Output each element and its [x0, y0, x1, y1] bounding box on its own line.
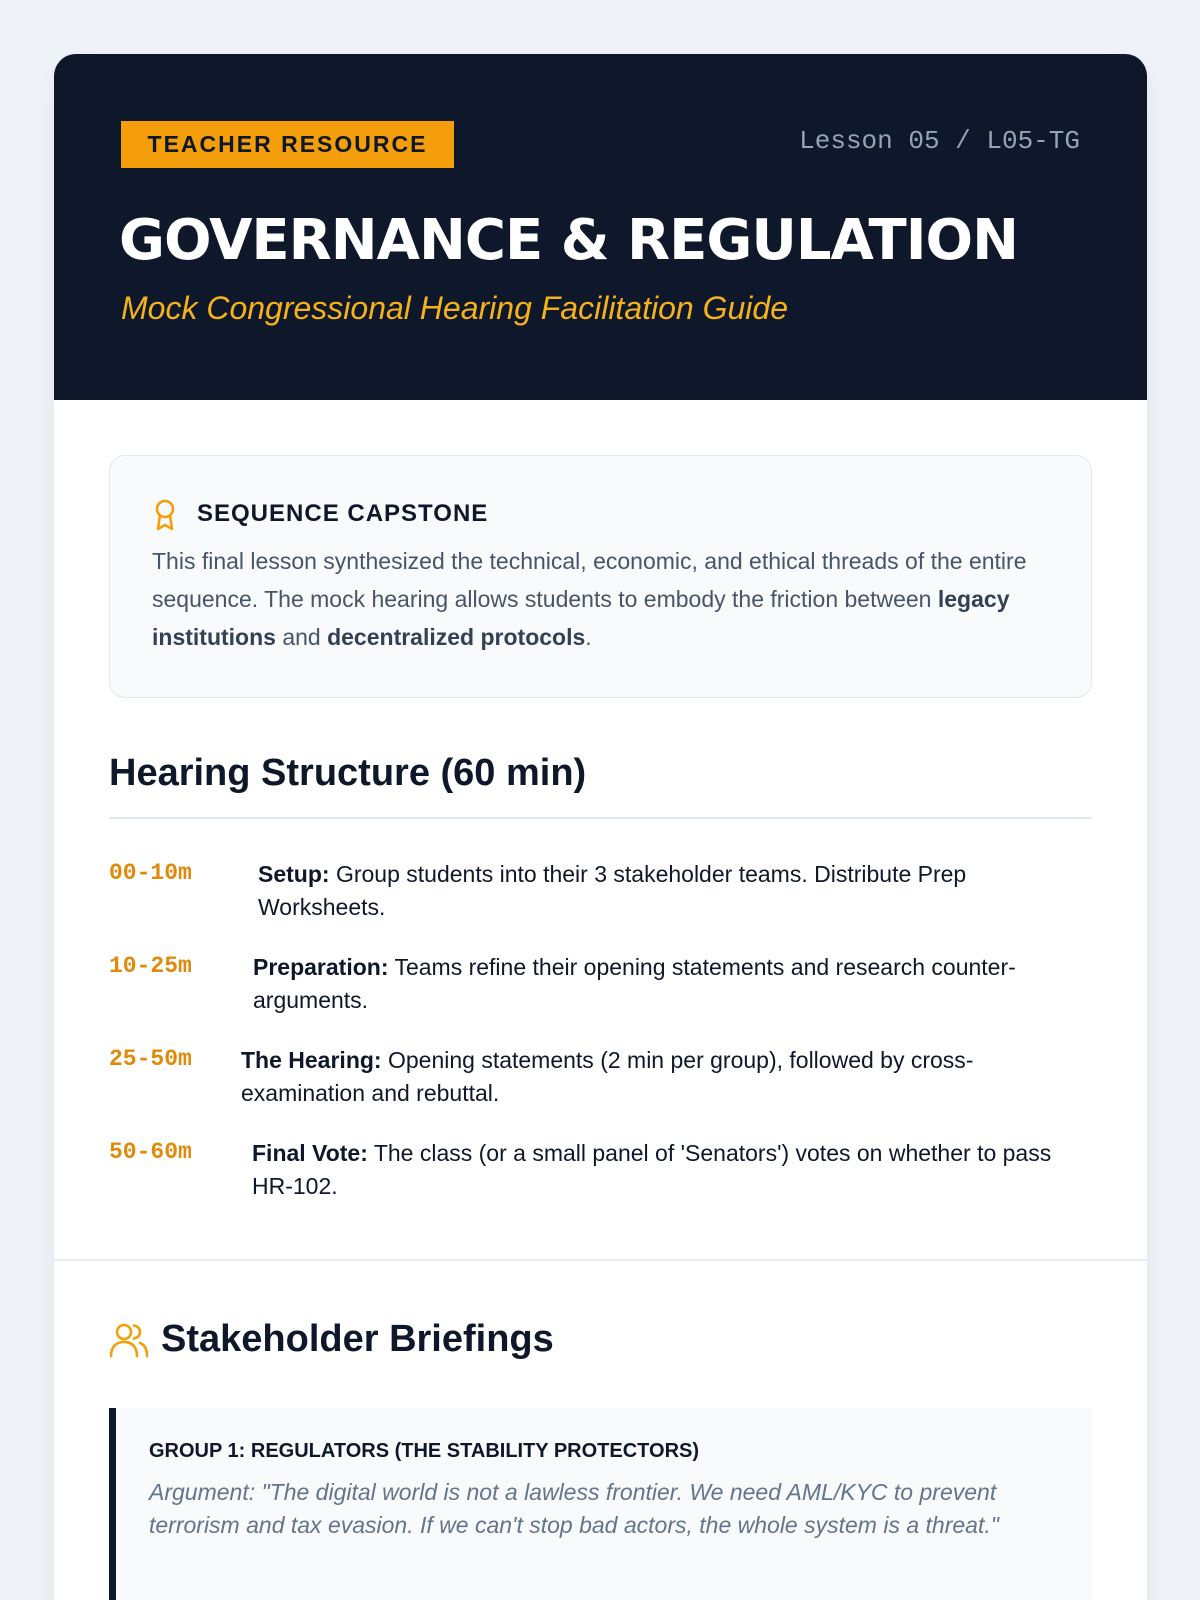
timeline-text: Setup: Group students into their 3 stakeholder teams. Distribute Prep Worksheets. [258, 861, 967, 920]
timeline-time: 50-60m [109, 1139, 192, 1165]
timeline-row [109, 860, 1092, 940]
timeline-row [109, 1046, 1092, 1126]
section-divider [109, 817, 1092, 819]
timeline-text: Preparation: Teams refine their opening statements and research counter-arguments. [253, 954, 1016, 1013]
page-subtitle: Mock Congressional Hearing Facilitation Guide [121, 290, 788, 326]
stakeholder-briefings-title: Stakeholder Briefings [161, 1318, 554, 1360]
guide-card [54, 54, 1147, 1600]
award-ribbon-icon [152, 498, 178, 532]
timeline-time: 00-10m [109, 860, 192, 886]
lesson-code: Lesson 05 / L05-TG [799, 126, 1080, 156]
header-banner [54, 54, 1147, 400]
capstone-callout [109, 455, 1092, 698]
panel-divider [54, 1259, 1147, 1261]
timeline-text: The Hearing: Opening statements (2 min per group), followed by cross-examination and rebuttal. [241, 1047, 974, 1106]
capstone-title: SEQUENCE CAPSTONE [197, 500, 489, 527]
hearing-structure-title: Hearing Structure (60 min) [109, 752, 587, 794]
timeline-row [109, 1139, 1092, 1219]
highlight-legacy: legacy institutions [152, 586, 1010, 650]
users-icon [109, 1322, 149, 1358]
timeline-row [109, 953, 1092, 1033]
capstone-text: This final lesson synthesized the technical, economic, and ethical threads of the entire sequence. The mock hearing allows students to embody the friction between legacy institutions and decentralized protocols. [152, 548, 1027, 650]
timeline-text: Final Vote: The class (or a small panel of 'Senators') votes on whether to pass HR-102. [252, 1140, 1052, 1199]
teacher-resource-badge: TEACHER RESOURCE [121, 121, 454, 168]
highlight-decentralized: decentralized protocols [327, 624, 586, 650]
timeline-time: 10-25m [109, 953, 192, 979]
stakeholder-group-card [109, 1408, 1092, 1600]
group-name: GROUP 1: REGULATORS (THE STABILITY PROTECTORS) [149, 1440, 700, 1462]
page-title: GOVERNANCE & REGULATION [119, 208, 1019, 273]
timeline-time: 25-50m [109, 1046, 192, 1072]
group-argument: Argument: "The digital world is not a lawless frontier. We need AML/KYC to prevent terrorism and tax evasion. If we can't stop bad actors, the whole system is a threat." [149, 1479, 999, 1538]
